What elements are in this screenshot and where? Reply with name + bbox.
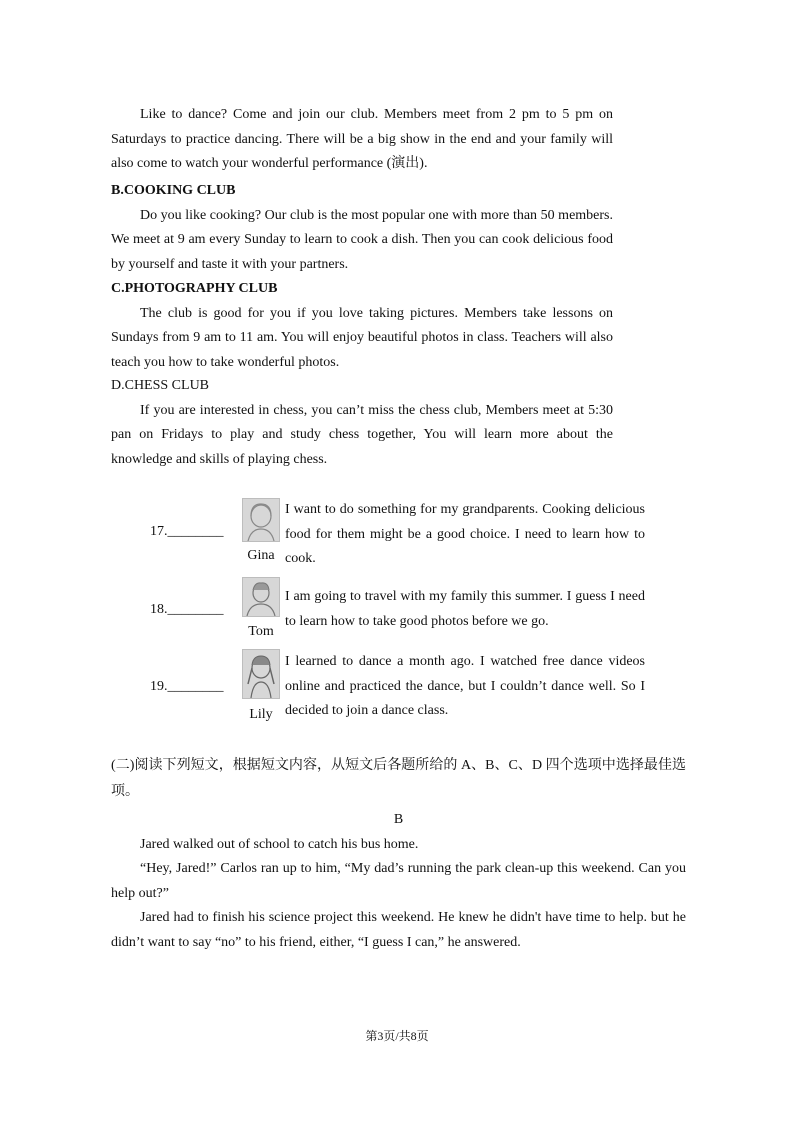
question-18-number: 18.________ [150, 602, 224, 617]
question-17-text: I want to do something for my grandparents. Cooking delicious food for them might be a good choice. I need to learn how to cook. [285, 502, 645, 567]
story-paragraph-1: Jared walked out of school to catch his bus home. [140, 836, 419, 852]
gina-name: Gina [247, 548, 275, 563]
question-18-text: I am going to travel with my family this summer. I guess I need to learn how to take good photos before we go. [285, 589, 645, 629]
passage-c-text: The club is good for you if you love taking pictures. Members take lessons on Sundays from 9 am to 11 am. You will enjoy beautiful photos in class. Teachers will also teach you how to take wonderful photos. [111, 305, 613, 370]
lily-avatar-box [242, 649, 280, 723]
gina-avatar-box [242, 498, 280, 564]
girl-pigtails-avatar-icon [242, 649, 280, 699]
story-paragraph-3: Jared had to finish his science project this weekend. He knew he didn't have time to help. but he didn’t want to say “no” to his friend, either, “I guess I can,” he answered. [111, 910, 686, 950]
tom-avatar-box [242, 577, 280, 640]
question-19-text: I learned to dance a month ago. I watched free dance videos online and practiced the dance, but I couldn’t dance well. So I decided to join a dance class. [285, 654, 645, 719]
passage-label: B [393, 812, 404, 827]
lily-name: Lily [249, 707, 273, 722]
boy-avatar-icon [242, 577, 280, 617]
passage-a-text: Like to dance? Come and join our club. Members meet from 2 pm to 5 pm on Saturdays to practice dancing. There will be a big show in the end and your family will also come to watch your wonderful performance (演出). [111, 107, 613, 172]
story-paragraph-2: “Hey, Jared!” Carlos ran up to him, “My dad’s running the park clean-up this weekend. Can you help out?” [111, 861, 686, 901]
section-2-instruction: (二)阅读下列短文，根据短文内容，从短文后各题所给的 A、B、C、D 四个选项中选择最佳选项。 [111, 758, 686, 799]
question-17-number: 17.________ [150, 524, 224, 539]
passage-b-heading: B.COOKING CLUB [111, 183, 236, 198]
passage-d-text: If you are interested in chess, you can’t miss the chess club, Members meet at 5:30 pan on Fridays to play and study chess together, You will learn more about the knowledge and skills of playing chess. [111, 402, 613, 467]
passage-a [111, 103, 613, 177]
question-17 [150, 498, 650, 573]
question-18 [150, 577, 650, 642]
passage-c [111, 277, 613, 375]
tom-name: Tom [248, 624, 274, 639]
passage-b-text: Do you like cooking? Our club is the most popular one with more than 50 members. We meet at 9 am every Sunday to learn to cook a dish. Then you can cook delicious food by yourself and taste it with your partners. [111, 207, 613, 272]
question-19-number: 19.________ [150, 679, 224, 694]
page-footer: 第3页/共8页 [365, 1029, 429, 1043]
question-19 [150, 649, 650, 727]
girl-avatar-icon [242, 498, 280, 542]
passage-b [111, 179, 613, 277]
section-2 [111, 753, 686, 956]
passage-c-heading: C.PHOTOGRAPHY CLUB [111, 281, 278, 296]
passage-d-heading: D.CHESS CLUB [111, 378, 210, 393]
passage-d [111, 374, 613, 472]
